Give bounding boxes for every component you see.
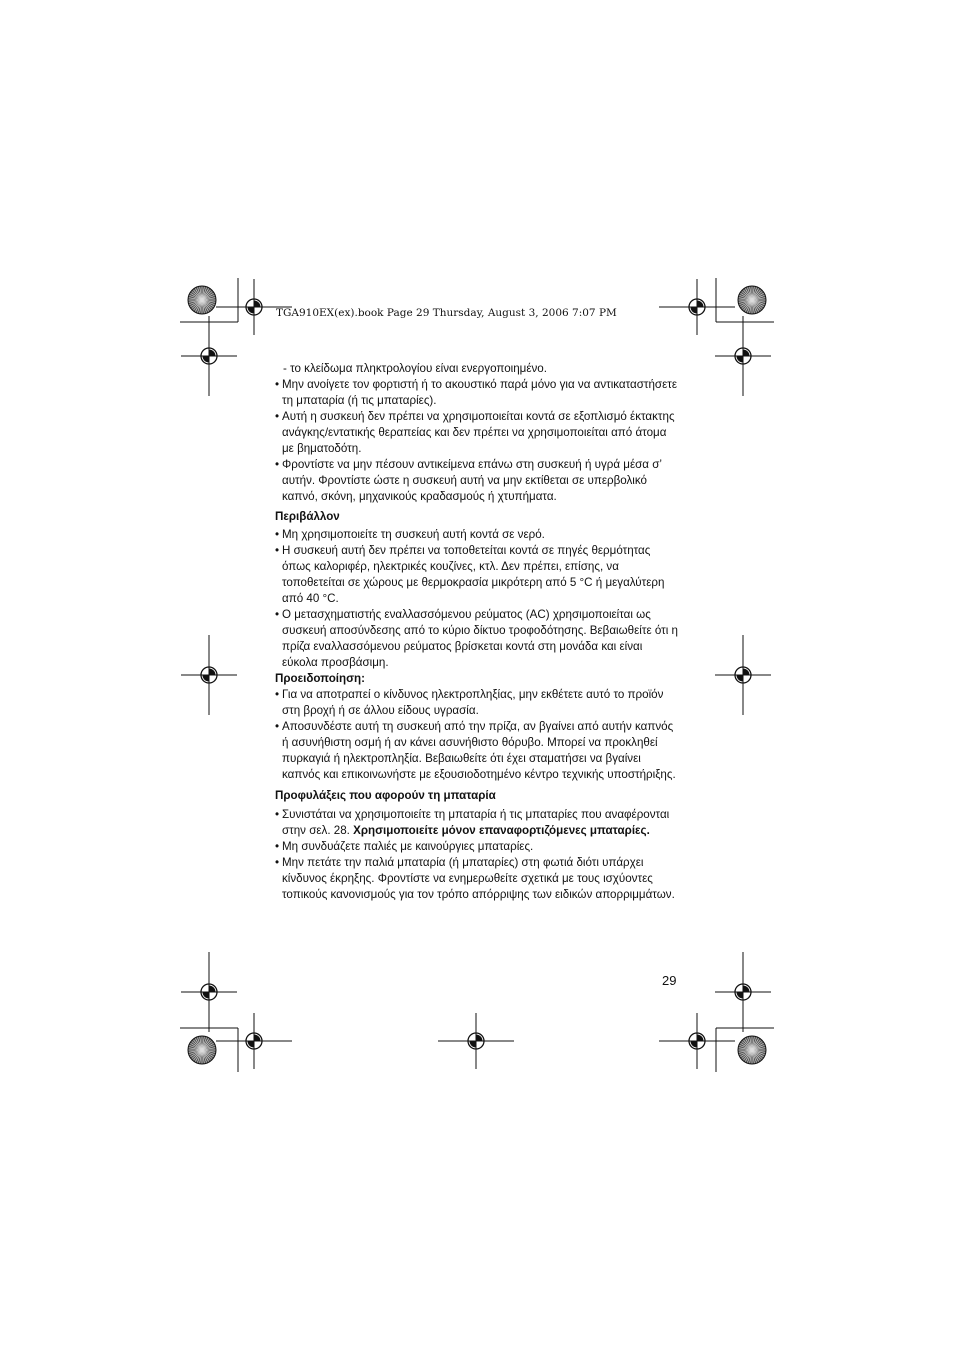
- bullet-icon: •: [275, 458, 280, 471]
- registration-starburst-icon: [188, 286, 216, 314]
- bullet-icon: •: [275, 544, 280, 557]
- bullet-icon: •: [275, 528, 280, 541]
- list-item: • Μη συνδυάζετε παλιές με καινούργιες μπαταρίες.: [275, 840, 534, 853]
- document-body: [275, 361, 681, 903]
- bullet-icon: •: [275, 840, 280, 853]
- registration-starburst-icon: [738, 286, 766, 314]
- section-heading-battery: Προφυλάξεις που αφορούν τη μπαταρία: [275, 789, 496, 802]
- bullet-icon: •: [275, 410, 280, 423]
- page-number: 29: [662, 973, 677, 988]
- bullet-icon: •: [275, 808, 280, 821]
- list-item: • Μη χρησιμοποιείτε τη συσκευή αυτή κοντά σε νερό.: [275, 528, 545, 541]
- registration-crosshair-icon: [715, 952, 771, 1032]
- registration-crosshair-icon: [715, 635, 771, 715]
- registration-starburst-icon: [188, 1036, 216, 1064]
- bullet-icon: •: [275, 378, 280, 391]
- section-heading-warning: Προειδοποίηση:: [275, 672, 365, 685]
- bullet-icon: •: [275, 608, 280, 621]
- section-heading-environment: Περιβάλλον: [275, 510, 340, 523]
- list-item-keypad-lock: - το κλείδωμα πληκτρολογίου είναι ενεργοποιημένο.: [283, 362, 547, 375]
- registration-crosshair-icon: [181, 952, 237, 1032]
- registration-starburst-icon: [738, 1036, 766, 1064]
- registration-crosshair-icon: [216, 1013, 292, 1069]
- list-item: • Φροντίστε να μην πέσουν αντικείμενα επάνω στη συσκευή ή υγρά μέσα σ’ αυτήν. Φροντίστε ώστε η συσκευή αυτή να μην εκτίθεται σε υπερβολικό καπνό, σκόνη, μηχανικούς κραδασμούς ή χτυπήματα.: [275, 458, 662, 503]
- print-header-file-info: TGA910EX(ex).book Page 29 Thursday, August 3, 2006 7:07 PM: [276, 307, 617, 319]
- registration-crosshair-icon: [438, 1013, 514, 1069]
- list-item: • Μην πετάτε την παλιά μπαταρία (ή μπαταρίες) στη φωτιά διότι υπάρχει κίνδυνος έκρηξης. Φροντίστε να ενημερωθείτε σχετικά με τους ισχύοντες τοπικούς κανονισμούς για τον τρόπο απόρριψης των ειδικών απορριμμάτων.: [275, 856, 675, 901]
- registration-crosshair-icon: [181, 635, 237, 715]
- list-item: • Για να αποτραπεί ο κίνδυνος ηλεκτροπληξίας, μην εκθέτετε αυτό το προϊόν στη βροχή ή σε άλλου είδους υγρασία.: [275, 688, 664, 717]
- list-item: • Συνιστάται να χρησιμοποιείτε τη μπαταρία ή τις μπαταρίες που αναφέρονται στην σελ. 28. Χρησιμοποιείτε μόνον επαναφορτιζόμενες μπαταρίες.: [275, 808, 670, 837]
- bullet-icon: •: [275, 856, 280, 869]
- registration-crosshair-icon: [659, 1013, 735, 1069]
- list-item: • Αυτή η συσκευή δεν πρέπει να χρησιμοποιείται κοντά σε εξοπλισμό έκτακτης ανάγκης/εντατικής θεραπείας και δεν πρέπει να χρησιμοποιείται από άτομα με βηματοδότη.: [275, 410, 675, 455]
- bullet-icon: •: [275, 720, 280, 733]
- bullet-icon: •: [275, 688, 280, 701]
- list-item: • Μην ανοίγετε τον φορτιστή ή το ακουστικό παρά μόνο για να αντικαταστήσετε τη μπαταρία (ή τις μπαταρίες).: [275, 378, 678, 407]
- list-item: • Ο μετασχηματιστής εναλλασσόμενου ρεύματος (AC) χρησιμοποιείται ως συσκευή αποσύνδεσης από το κύριο δίκτυο τροφοδότησης. Βεβαιωθείτε ότι η πρίζα εναλλασσόμενου ρεύματος βρίσκεται κοντά στη μονάδα και είναι εύκολα προσβάσιμη.: [275, 608, 678, 669]
- registration-crosshair-icon: [181, 316, 237, 396]
- list-item: • Η συσκευή αυτή δεν πρέπει να τοποθετείται κοντά σε πηγές θερμότητας όπως καλοριφέρ, ηλεκτρικές κουζίνες, κτλ. Δεν πρέπει, επίσης, να τοποθετείται σε χώρους με θερμοκρασία μικρότερη από 5 °C ή μεγαλύτερη από 40 °C.: [275, 544, 665, 605]
- list-item: • Αποσυνδέστε αυτή τη συσκευή από την πρίζα, αν βγαίνει από αυτήν καπνός ή ασυνήθιστη οσμή ή αν κάνει ασυνήθιστο θόρυβο. Μπορεί να προκληθεί πυρκαγιά ή ηλεκτροπληξία. Βεβαιωθείτε ότι έχει σταματήσει να βγαίνει καπνός και επικοινωνήστε με εξουσιοδοτημένο κέντρο τεχνικής υποστήριξης.: [275, 720, 676, 781]
- bold-note-rechargeable: Χρησιμοποιείτε μόνον επαναφορτιζόμενες μπαταρίες.: [353, 824, 650, 837]
- registration-crosshair-icon: [715, 316, 771, 396]
- registration-crosshair-icon: [659, 279, 735, 335]
